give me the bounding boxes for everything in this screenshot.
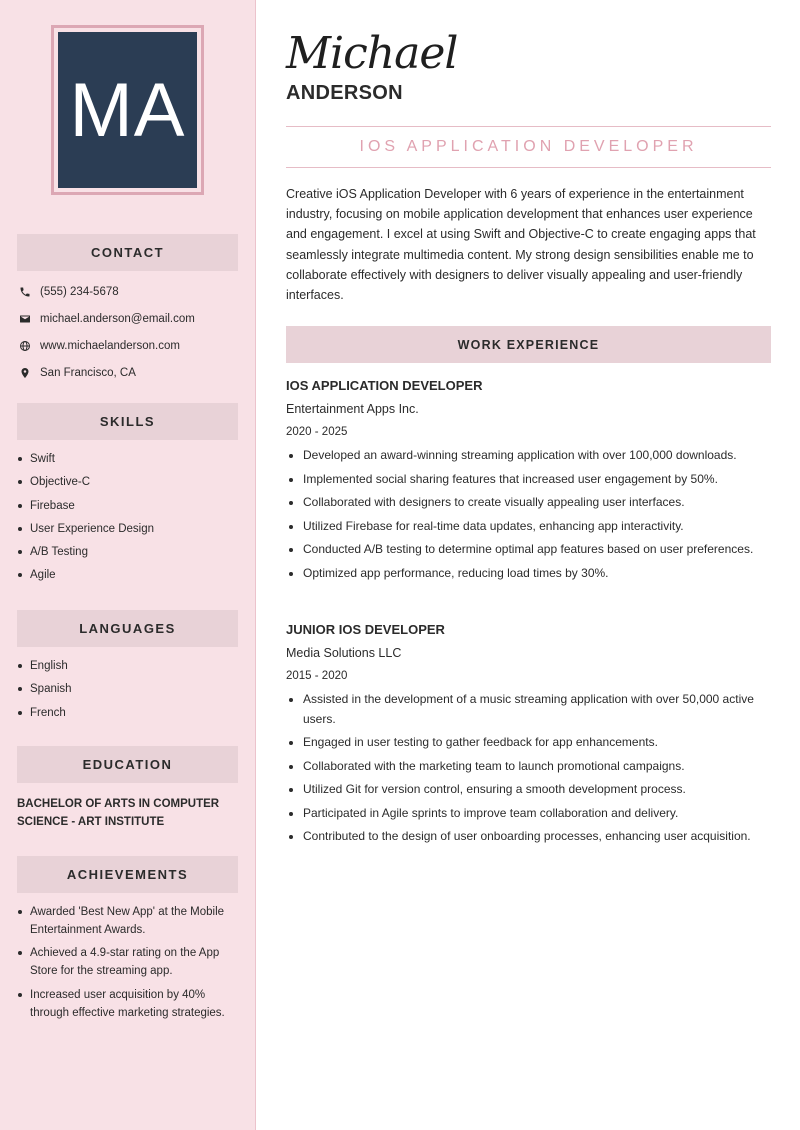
sidebar bbox=[0, 0, 256, 1130]
skills-list bbox=[17, 450, 238, 584]
last-name: ANDERSON bbox=[286, 82, 403, 104]
job-bullet: Collaborated with the marketing team to launch promotional campaigns. bbox=[286, 757, 771, 777]
contact-section bbox=[17, 234, 238, 386]
skill-item: Swift bbox=[17, 450, 238, 468]
skills-section bbox=[17, 403, 238, 590]
contact-heading: CONTACT bbox=[17, 234, 238, 271]
achievement-item: Awarded 'Best New App' at the Mobile Entertainment Awards. bbox=[17, 903, 238, 939]
job-entry-bullets bbox=[286, 690, 771, 847]
skill-item: A/B Testing bbox=[17, 543, 238, 561]
job-entry-company: Media Solutions LLC bbox=[286, 646, 402, 660]
contact-email bbox=[17, 305, 238, 332]
languages-heading: LANGUAGES bbox=[17, 610, 238, 647]
monogram-frame bbox=[51, 25, 204, 195]
contact-email-text[interactable]: michael.anderson@email.com bbox=[40, 312, 195, 325]
language-item: Spanish bbox=[17, 680, 238, 698]
job-bullet: Contributed to the design of user onboarding processes, enhancing user acquisition. bbox=[286, 827, 771, 847]
skill-item: User Experience Design bbox=[17, 520, 238, 538]
language-item: French bbox=[17, 704, 238, 722]
contact-location bbox=[17, 359, 238, 386]
job-bullet: Utilized Git for version control, ensuring a smooth development process. bbox=[286, 780, 771, 800]
phone-icon bbox=[18, 285, 32, 299]
achievement-item: Increased user acquisition by 40% through effective marketing strategies. bbox=[17, 986, 238, 1022]
work-experience-heading: WORK EXPERIENCE bbox=[286, 326, 771, 363]
job-entry bbox=[286, 621, 771, 851]
job-bullet: Conducted A/B testing to determine optimal app features based on user preferences. bbox=[286, 540, 771, 560]
email-icon bbox=[18, 312, 32, 326]
education-degree: BACHELOR OF ARTS IN COMPUTER SCIENCE - ART INSTITUTE bbox=[17, 798, 220, 828]
job-entry-dates: 2020 - 2025 bbox=[286, 426, 348, 438]
language-item: English bbox=[17, 657, 238, 675]
contact-location-text: San Francisco, CA bbox=[40, 366, 136, 379]
skill-item: Objective-C bbox=[17, 473, 238, 491]
skill-item: Agile bbox=[17, 566, 238, 584]
achievements-section bbox=[17, 856, 238, 1027]
monogram: MA bbox=[58, 32, 197, 188]
job-entry-dates: 2015 - 2020 bbox=[286, 670, 348, 682]
job-entry-title: JUNIOR IOS DEVELOPER bbox=[286, 622, 445, 637]
contact-phone bbox=[17, 278, 238, 305]
profile-summary: Creative iOS Application Developer with 6 years of experience in the entertainment industry, focusing on mobile application development that enhances user experience and engagement. I excel at using Swift and Objective-C to create engaging apps that seamlessly integrate multimedia content. My strong design sensibilities enable me to collaborate effectively with designers to deliver visually appealing and user-friendly interfaces. bbox=[286, 187, 756, 303]
job-bullet: Optimized app performance, reducing load times by 30%. bbox=[286, 564, 771, 584]
languages-list bbox=[17, 657, 238, 722]
first-name: Michael bbox=[286, 28, 458, 79]
achievements-list bbox=[17, 903, 238, 1022]
job-entry-company: Entertainment Apps Inc. bbox=[286, 402, 419, 416]
globe-icon bbox=[18, 339, 32, 353]
contact-website bbox=[17, 332, 238, 359]
contact-list bbox=[17, 278, 238, 386]
job-title-banner: IOS APPLICATION DEVELOPER bbox=[286, 126, 771, 168]
job-bullet: Assisted in the development of a music streaming application with over 50,000 active users. bbox=[286, 690, 771, 729]
languages-section bbox=[17, 610, 238, 727]
job-bullet: Engaged in user testing to gather feedback for app enhancements. bbox=[286, 733, 771, 753]
job-bullet: Utilized Firebase for real-time data updates, enhancing app interactivity. bbox=[286, 517, 771, 537]
achievements-heading: ACHIEVEMENTS bbox=[17, 856, 238, 893]
job-bullet: Developed an award-winning streaming application with over 100,000 downloads. bbox=[286, 446, 771, 466]
education-section bbox=[17, 746, 238, 831]
job-entry-title: IOS APPLICATION DEVELOPER bbox=[286, 378, 483, 393]
contact-website-text[interactable]: www.michaelanderson.com bbox=[40, 339, 180, 352]
job-entry-bullets bbox=[286, 446, 771, 583]
contact-phone-text: (555) 234-5678 bbox=[40, 285, 119, 298]
job-bullet: Participated in Agile sprints to improve team collaboration and delivery. bbox=[286, 804, 771, 824]
achievement-item: Achieved a 4.9-star rating on the App Store for the streaming app. bbox=[17, 944, 238, 980]
location-pin-icon bbox=[18, 366, 32, 380]
job-bullet: Implemented social sharing features that increased user engagement by 50%. bbox=[286, 470, 771, 490]
job-bullet: Collaborated with designers to create visually appealing user interfaces. bbox=[286, 493, 771, 513]
education-heading: EDUCATION bbox=[17, 746, 238, 783]
job-entry bbox=[286, 377, 771, 587]
skills-heading: SKILLS bbox=[17, 403, 238, 440]
skill-item: Firebase bbox=[17, 497, 238, 515]
